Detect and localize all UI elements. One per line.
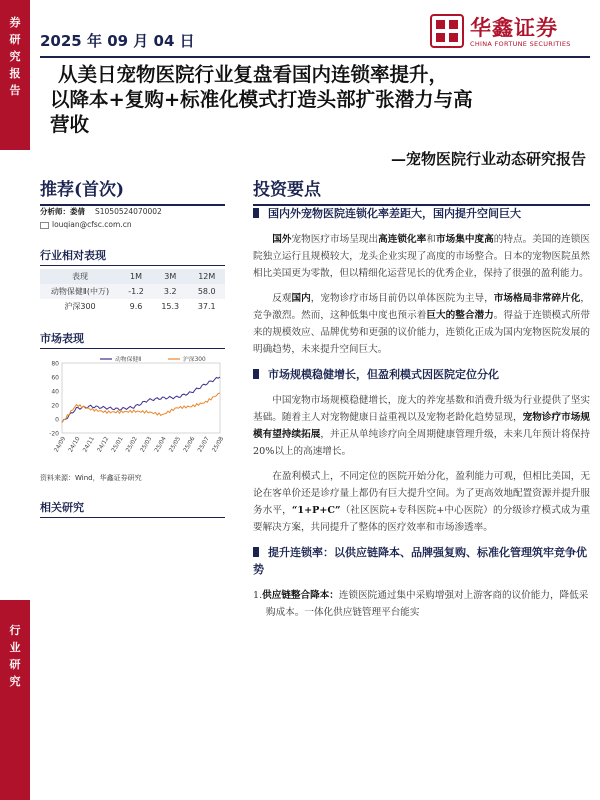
- section-heading: 国内外宠物医院连锁化率差距大，国内提升空间巨大: [253, 205, 590, 222]
- x-tick-label: 25/05: [168, 436, 183, 454]
- table-row: 沪深300 9.6 15.3 37.1: [64, 302, 216, 311]
- report-date: 2025 年 09 月 04 日: [40, 32, 195, 50]
- analyst-row: [40, 205, 225, 218]
- analyst-email-row: [40, 218, 225, 231]
- body-paragraph: 反观国内，宠物诊疗市场目前仍以单体医院为主导，市场格局非常碎片化，竞争激烈。然而，这种低集中度也预示着巨大的整合潜力。得益于连锁模式所带来的规模效应、品牌优势和更强的议价能力，连锁化正成为国内宠物医院发展的明确趋势，未来提升空间巨大。: [253, 293, 591, 355]
- plot-frame: [62, 363, 220, 433]
- performance-table: [40, 269, 225, 314]
- table-header-row: 表现 1M 3M 12M: [40, 269, 225, 284]
- company-logo: [430, 12, 590, 52]
- legend-label: 动物保健Ⅱ: [115, 357, 142, 363]
- sidebar-bottom-band: [0, 600, 30, 800]
- left-column: [40, 205, 225, 518]
- right-column: [253, 205, 590, 621]
- header-rule: [40, 56, 590, 58]
- bullet-square-icon: [253, 208, 259, 218]
- bullet-square-icon: [253, 369, 259, 379]
- analyst-label: 分析师：: [40, 207, 70, 216]
- report-title: [40, 62, 590, 137]
- x-tick-label: 24/12: [96, 436, 111, 454]
- body-paragraph: 在盈利模式上，不同定位的医院开始分化，盈利能力可观，但相比美国，无论在客单价还是诊疗量上都仍有巨大提升空间。为了更高效地配置资源并提升服务水平，“1+P+C”（社区医院+专科医院+中心医院）的分级诊疗模式成为重要解决方案，共同提升了整体的医疗效率和市场渗透率。: [253, 471, 591, 533]
- section-heading: 市场规模稳健增长，但盈利模式因医院定位分化: [253, 366, 590, 383]
- y-tick-label: 80: [51, 360, 59, 368]
- section-heading: 提升连锁率：以供应链降本、品牌强复购、标准化管理筑牢竞争优势: [253, 546, 587, 576]
- market-chart-svg: [40, 353, 225, 471]
- legend-label: 沪深300: [183, 357, 206, 363]
- body-paragraph: 国外宠物医疗市场呈现出高连锁化率和市场集中度高的特点。美国的连锁医院独立运行且规模较大，龙头企业实现了高度的市场整合。日本的宠物医院虽然相比美国更为零散，但以精细化运营见长的优秀企业，保持了很强的盈利能力。: [253, 234, 591, 279]
- x-tick-label: 24/10: [68, 436, 82, 454]
- title-line-1: 从美日宠物医院行业复盘看国内连锁率提升，: [58, 63, 449, 86]
- analyst-info: [40, 205, 225, 231]
- title-line-2: 以降本+复购+标准化模式打造头部扩张潜力与高: [50, 88, 473, 111]
- x-tick-label: 25/08: [211, 436, 225, 454]
- logo-cn: 华鑫证券: [470, 16, 558, 40]
- mail-icon: [40, 222, 49, 229]
- chart-source: 资料来源：Wind，华鑫证券研究: [40, 474, 142, 482]
- series-line-2: [62, 393, 220, 422]
- logo-en: CHINA FORTUNE SECURITIES: [470, 40, 571, 48]
- title-line-3: 营收: [50, 113, 90, 136]
- sidebar: [0, 0, 30, 800]
- series-line-1: [62, 377, 220, 423]
- bullet-square-icon: [253, 547, 259, 557]
- analyst-id: S1050524070002: [95, 207, 162, 216]
- x-tick-label: 24/09: [53, 436, 68, 454]
- market-chart: [40, 353, 225, 471]
- sidebar-top-band: [0, 0, 30, 150]
- performance-label: 行业相对表现: [40, 245, 225, 266]
- related-research-label: 相关研究: [40, 497, 225, 518]
- logo-mark-icon: [430, 14, 464, 48]
- y-tick-label: 20: [51, 402, 59, 410]
- rating-heading: 推荐(首次): [40, 175, 225, 206]
- market-label: 市场表现: [40, 328, 225, 349]
- list-item: 1.供应链整合降本：连锁医院通过集中采购增强对上游客商的议价能力，降低采购成本。一体化供应链管理平台能实: [253, 590, 589, 618]
- y-tick-label: 40: [51, 388, 59, 396]
- y-tick-label: 0: [55, 416, 59, 424]
- table-row: 动物保健Ⅱ(中万) -1.2 3.2 58.0: [40, 284, 225, 299]
- x-tick-label: 25/07: [197, 436, 211, 454]
- analyst-email[interactable]: louqian@cfsc.com.cn: [52, 220, 132, 229]
- sidebar-bottom-text: 行 业 研 究: [9, 624, 21, 688]
- x-tick-label: 25/02: [125, 436, 140, 454]
- x-tick-label: 24/11: [82, 436, 96, 454]
- x-tick-label: 25/06: [182, 436, 197, 454]
- investment-points-heading: 投资要点: [253, 175, 590, 206]
- x-tick-label: 25/04: [154, 436, 168, 454]
- y-tick-label: -20: [49, 430, 59, 438]
- y-tick-label: 60: [51, 374, 59, 382]
- body-paragraph: 中国宠物市场规模稳健增长，庞大的养宠基数和消费升级为行业提供了坚实基础。随着主人对宠物健康日益重视以及宠物老龄化趋势显现，宠物诊疗市场规模有望持续拓展，并正从单纯诊疗向全周期健康管理升级，未来几年预计将保持20%以上的高速增长。: [253, 395, 591, 457]
- report-subtitle: —宠物医院行业动态研究报告: [390, 150, 586, 168]
- x-tick-label: 25/03: [139, 436, 154, 454]
- analyst-name: 娄倩: [70, 207, 85, 216]
- sidebar-top-text: 券 研 究 报 告: [9, 16, 21, 97]
- x-tick-label: 25/01: [111, 436, 125, 454]
